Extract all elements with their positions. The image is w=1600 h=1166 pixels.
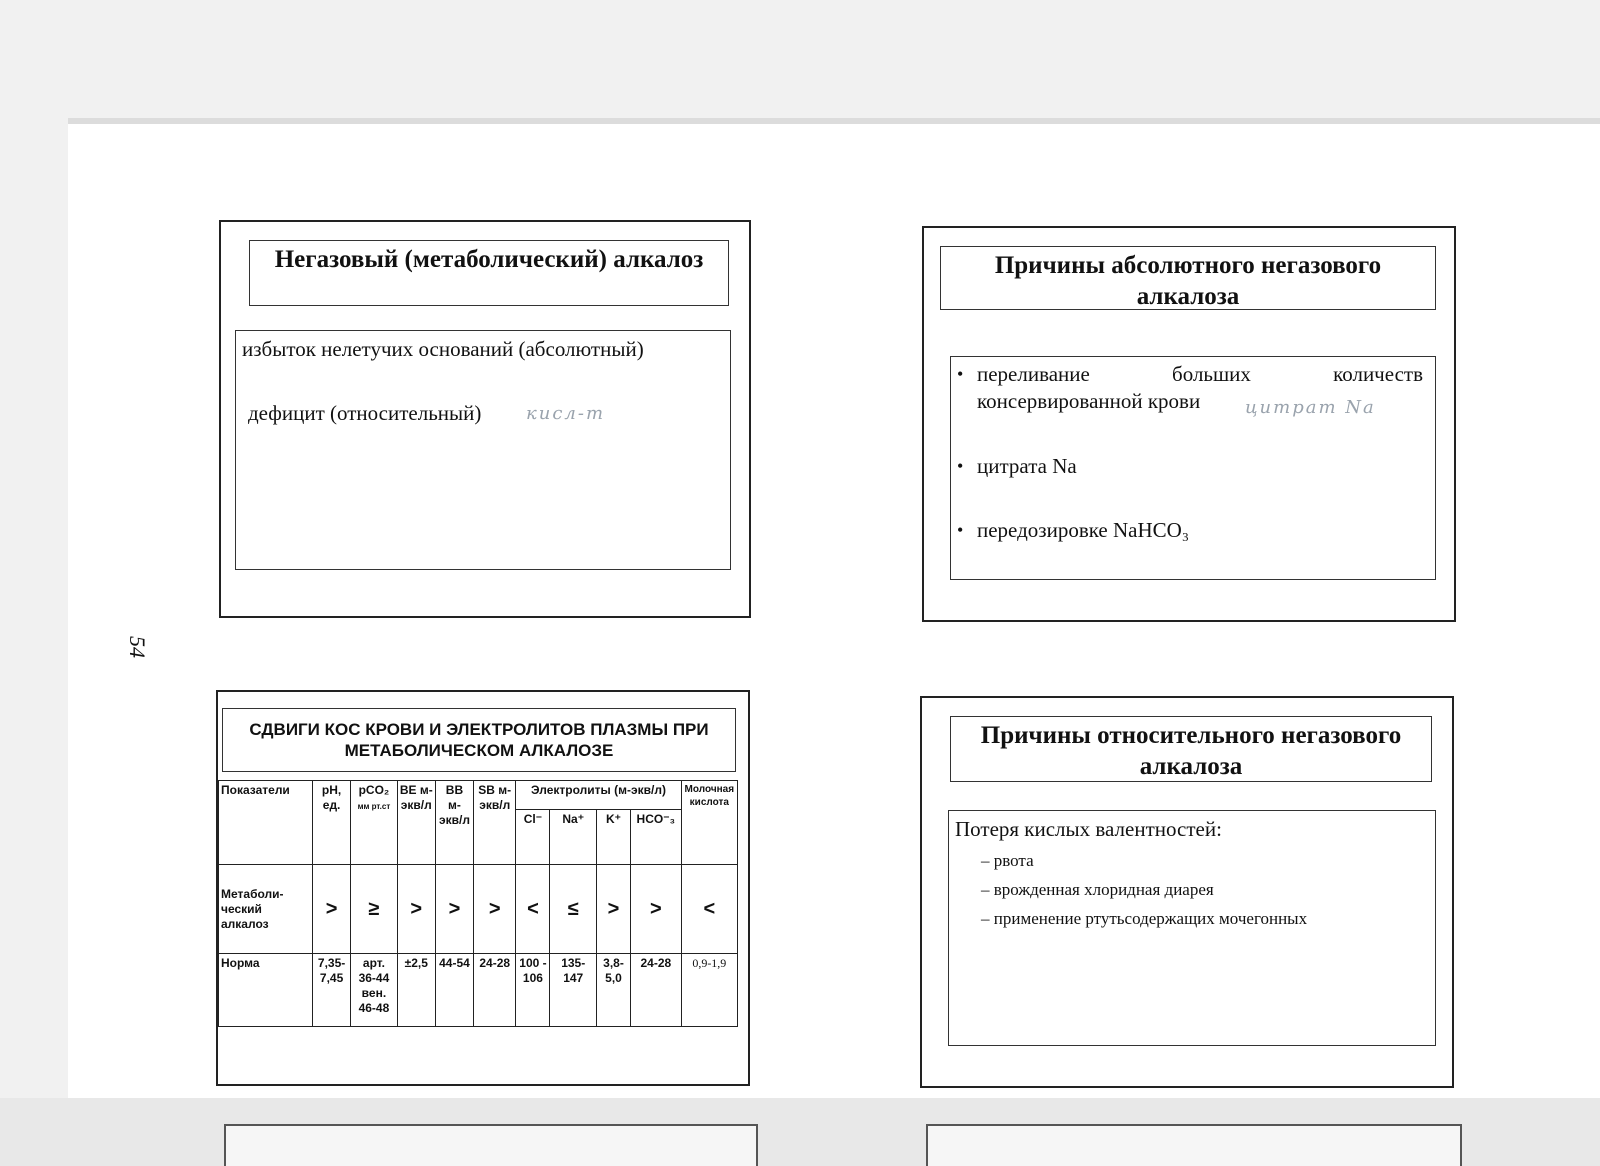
header-na: Na⁺ — [550, 810, 596, 865]
bullet-icon: • — [957, 456, 964, 476]
slide4-title: Причины относительного негазового алкалоза — [950, 716, 1432, 782]
cell-na: ≤ — [550, 865, 596, 954]
header-hco3: HCO⁻₃ — [631, 810, 682, 865]
bullet-icon: • — [957, 364, 964, 384]
slide2-bullet-transfusion: • переливание больших количеств консервированной крови — [957, 362, 1423, 413]
cell-be: > — [397, 865, 435, 954]
header-k: K⁺ — [596, 810, 630, 865]
slide1-content — [235, 330, 731, 570]
cell-sb: > — [474, 865, 516, 954]
slide1-line-relative: дефицит (относительный) — [248, 401, 482, 425]
next-page-edge — [0, 1098, 1600, 1166]
header-ph: pH, ед. — [312, 781, 350, 865]
norm-sb: 24-28 — [474, 954, 516, 1027]
slide2-title: Причины абсолютного негазового алкалоза — [940, 246, 1436, 310]
slide1-title: Негазовый (метаболический) алкалоз — [249, 240, 729, 306]
cell-pco2: ≥ — [351, 865, 397, 954]
header-pco2: pCO₂ мм рт.ст — [351, 781, 397, 865]
kos-table — [218, 780, 738, 1027]
norm-na: 135-147 — [550, 954, 596, 1027]
cell-ph: > — [312, 865, 350, 954]
cell-hco3: > — [631, 865, 682, 954]
table-row-alkalosis — [219, 865, 738, 954]
slide4-item-diarrhea: – врожденная хлоридная диарея — [981, 880, 1214, 899]
slide-metabolic-alkalosis — [219, 220, 751, 618]
slide1-line-absolute: избыток нелетучих оснований (абсолютный) — [242, 337, 644, 361]
slide-absolute-causes — [922, 226, 1456, 622]
header-be: BE м-экв/л — [397, 781, 435, 865]
norm-bb: 44-54 — [435, 954, 473, 1027]
norm-pco2: арт. 36-44 вен. 46-48 — [351, 954, 397, 1027]
header-indicators: Показатели — [219, 781, 313, 865]
slide2-bullet-overdose: • передозировке NaHCO₃ — [957, 518, 1190, 542]
slide3-title: СДВИГИ КОС КРОВИ И ЭЛЕКТРОЛИТОВ ПЛАЗМЫ ПРИ МЕТАБОЛИЧЕСКОМ АЛКАЛОЗЕ — [222, 708, 736, 772]
norm-cl: 100 - 106 — [516, 954, 550, 1027]
table-row-norm — [219, 954, 738, 1027]
slide4-content — [948, 810, 1436, 1046]
slide4-item-vomiting: – рвота — [981, 851, 1034, 870]
header-cl: Cl⁻ — [516, 810, 550, 865]
row-label-norm: Норма — [219, 954, 313, 1027]
norm-ph: 7,35-7,45 — [312, 954, 350, 1027]
header-bb: BB м-экв/л — [435, 781, 473, 865]
page-number: 54 — [125, 636, 150, 658]
bullet-icon: • — [957, 520, 964, 540]
norm-k: 3,8-5,0 — [596, 954, 630, 1027]
slide2-content — [950, 356, 1436, 580]
header-lactic-acid: Молочная кислота — [681, 781, 737, 865]
next-page-tab-right — [926, 1124, 1462, 1166]
header-sb: SB м-экв/л — [474, 781, 516, 865]
slide1-handwritten-note: кисл-т — [526, 403, 606, 424]
slide4-item-diuretics: – применение ртутьсодержащих мочегонных — [981, 909, 1308, 928]
next-page-tab-left — [224, 1124, 758, 1166]
header-electrolytes: Электролиты (м-экв/л) — [516, 781, 681, 810]
slide2-handwritten-note: цитрат Na — [1245, 397, 1376, 418]
slide-relative-causes — [920, 696, 1454, 1088]
norm-hco3: 24-28 — [631, 954, 682, 1027]
cell-bb: > — [435, 865, 473, 954]
row-label-alkalosis: Метаболи-ческий алкалоз — [219, 865, 313, 954]
norm-be: ±2,5 — [397, 954, 435, 1027]
norm-lactic: 0,9-1,9 — [681, 954, 737, 1027]
slide2-bullet-citrate: • цитрата Na — [957, 454, 1077, 478]
cell-lactic: < — [681, 865, 737, 954]
slide4-heading: Потеря кислых валентностей: — [955, 817, 1222, 841]
slide-kos-table — [216, 690, 750, 1086]
cell-k: > — [596, 865, 630, 954]
cell-cl: < — [516, 865, 550, 954]
